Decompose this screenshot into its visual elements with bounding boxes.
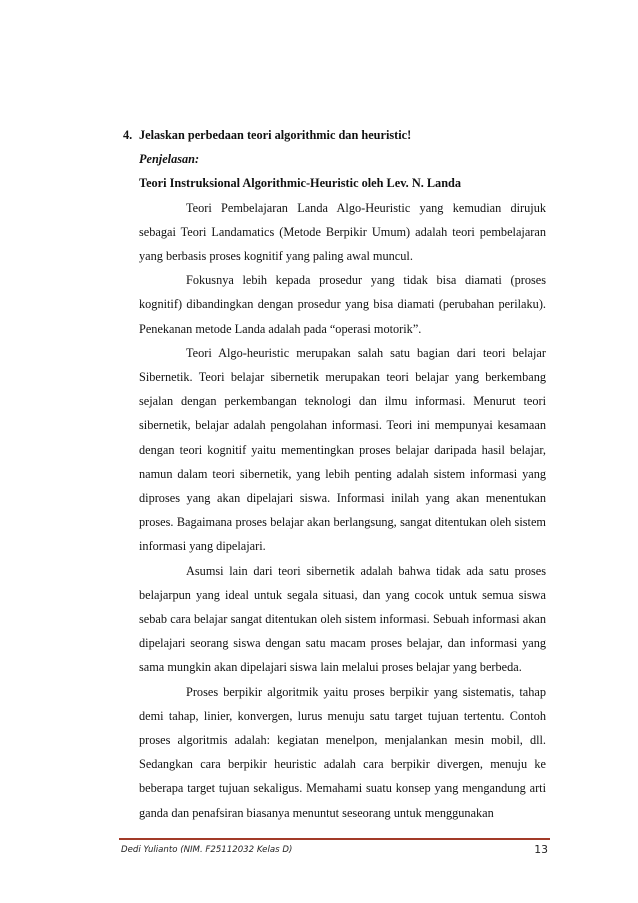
paragraph-4: Asumsi lain dari teori sibernetik adalah bahwa tidak ada satu proses belajarpun yang ideal untuk segala situasi, dan yang cocok untuk semua siswa sebab cara belajar sangat ditentukan oleh sistem informasi. Sebuah informasi akan dipelajari seorang siswa dengan satu macam proses belajar, dan informasi yang sama mungkin akan dipelajari siswa lain melalui proses belajar yang berbeda.: [139, 563, 546, 675]
footer-author: Dedi Yulianto (NIM. F25112032 Kelas D): [121, 845, 293, 855]
question-line: [123, 123, 546, 147]
answer-block: [139, 147, 546, 825]
page-body: [123, 123, 546, 825]
paragraph-2: Fokusnya lebih kepada prosedur yang tidak bisa diamati (proses kognitif) dibandingkan dengan prosedur yang bisa diamati (perubahan perilaku). Penekanan metode Landa adalah pada “operasi motorik”.: [139, 273, 546, 336]
page-number: 13: [534, 843, 548, 856]
question-text: Jelaskan perbedaan teori algorithmic dan heuristic!: [139, 128, 412, 142]
explanation-label: Penjelasan:: [139, 152, 200, 167]
section-heading: Teori Instruksional Algorithmic-Heuristic oleh Lev. N. Landa: [139, 176, 462, 191]
paragraph-3: Teori Algo-heuristic merupakan salah satu bagian dari teori belajar Sibernetik. Teori belajar sibernetik merupakan teori belajar yang berkembang sejalan dengan perkembangan teknologi dan ilmu informasi. Menurut teori sibernetik, belajar adalah pengolahan informasi. Teori ini mempunyai kesamaan dengan teori kognitif yaitu mementingkan proses belajar daripada hasil belajar, namun dalam teori sibernetik, yang lebih penting adalah sistem informasi yang diproses yang akan dipelajari siswa. Informasi inilah yang akan menentukan proses. Bagaimana proses belajar akan berlangsung, sangat ditentukan oleh sistem informasi yang dipelajari.: [139, 345, 546, 554]
paragraph-5: Proses berpikir algoritmik yaitu proses berpikir yang sistematis, tahap demi tahap, linier, konvergen, lurus menuju satu target tujuan tertentu. Contoh proses algoritmis adalah: kegiatan menelpon, menjalankan mesin mobil, dll. Sedangkan cara berpikir heuristic adalah cara berpikir divergen, menuju ke beberapa target tujuan sekaligus. Memahami suatu konsep yang mengandung arti ganda dan penafsiran biasanya menuntut seseorang untuk menggunakan: [139, 684, 546, 820]
paragraph-1: Teori Pembelajaran Landa Algo-Heuristic yang kemudian dirujuk sebagai Teori Landamatics (Metode Berpikir Umum) adalah teori pembelajaran yang berbasis proses kognitif yang paling awal muncul.: [139, 200, 546, 264]
footer-rule: [119, 838, 550, 840]
question-number: 4.: [123, 128, 133, 142]
